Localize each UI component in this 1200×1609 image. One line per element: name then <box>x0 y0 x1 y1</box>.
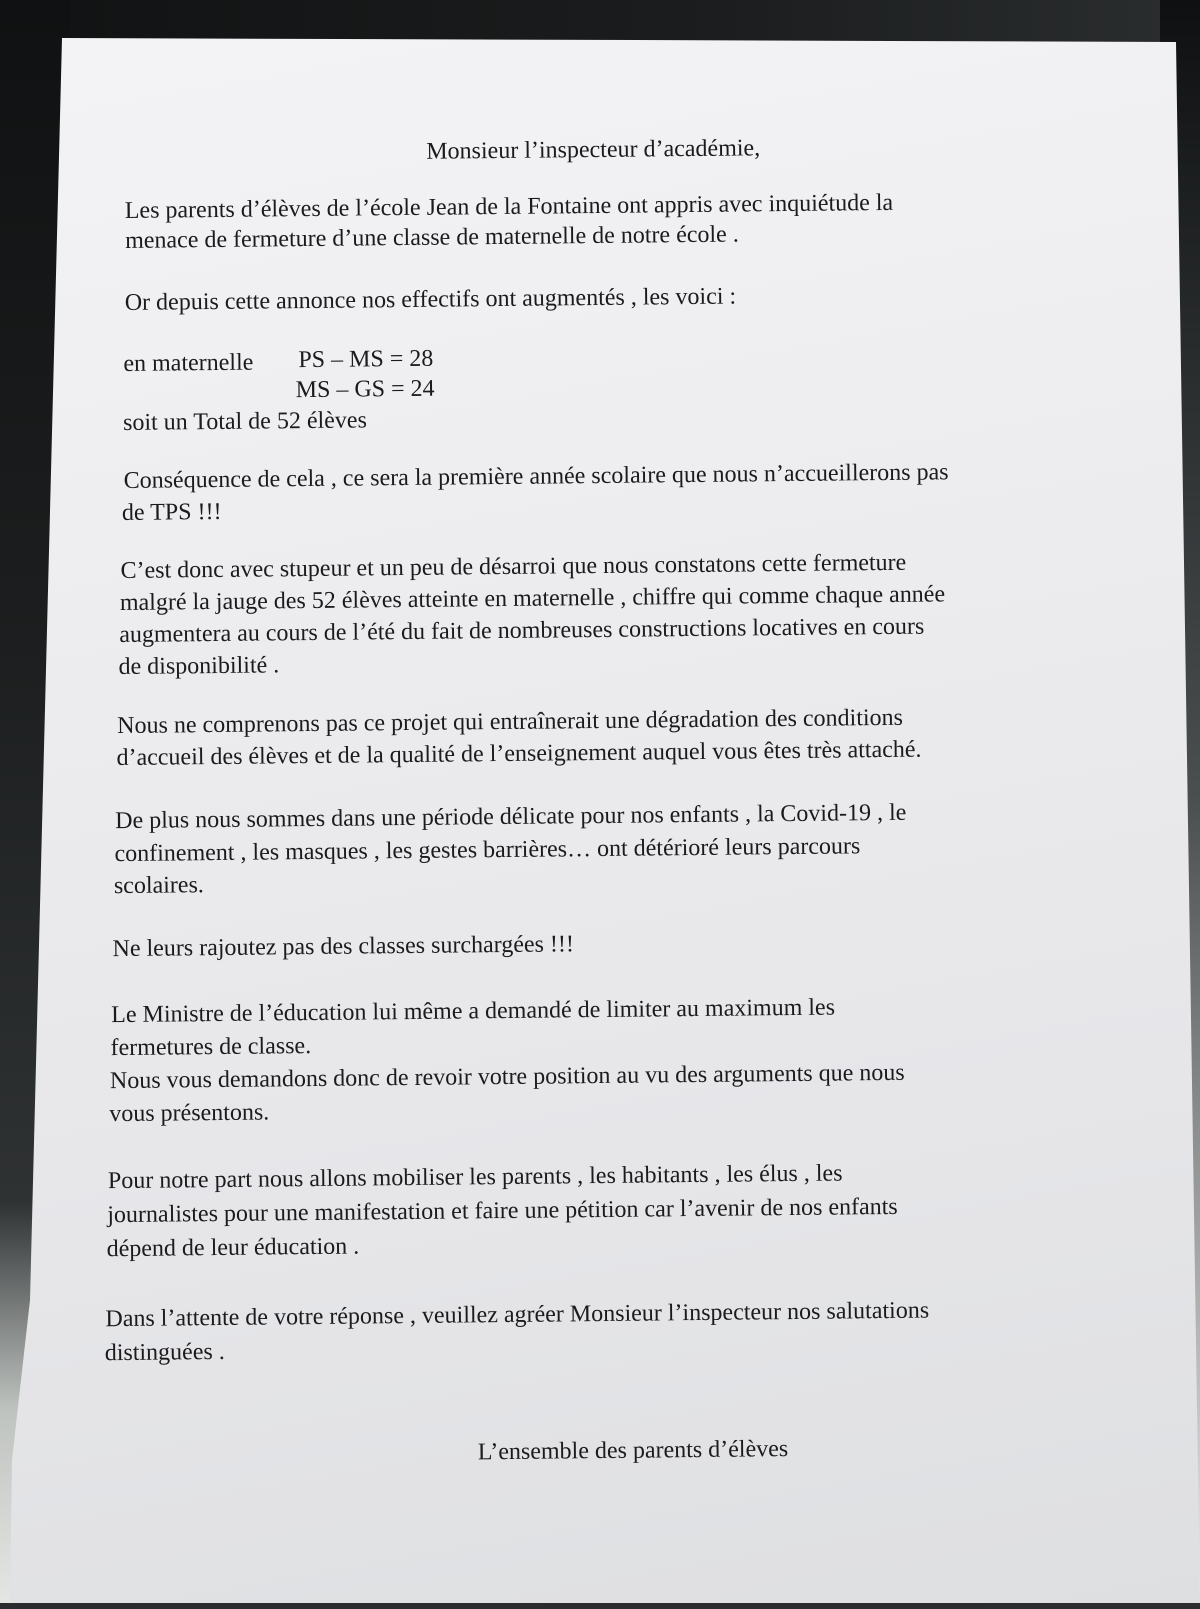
paragraph-9-line-3: dépend de leur éducation . <box>106 1233 360 1263</box>
paragraph-4-line-4: de disponibilité . <box>118 652 280 681</box>
paragraph-6-line-1: De plus nous sommes dans une période délicate pour nos enfants , la Covid-19 , le <box>115 799 907 835</box>
paragraph-3-line-2: de TPS !!! <box>121 498 222 526</box>
paragraph-3-line-1: Conséquence de cela , ce sera la première année scolaire que nous n’accueillerons pas <box>123 459 949 494</box>
enrolment-total: soit un Total de 52 élèves <box>122 407 367 436</box>
enrolment-label: en maternelle <box>123 349 254 377</box>
paragraph-10-line-2: distinguées . <box>104 1338 225 1367</box>
paragraph-2: Or depuis cette annonce nos effectifs ont augmentés , les voici : <box>124 283 737 316</box>
paragraph-6-line-3: scolaires. <box>113 872 204 900</box>
paragraph-5-line-1: Nous ne comprenons pas ce projet qui entraînerait une dégradation des conditions <box>117 704 904 740</box>
enrolment-row-ms-gs: MS – GS = 24 <box>295 375 435 404</box>
paragraph-9-line-1: Pour notre part nous allons mobiliser les parents , les habitants , les élus , les <box>107 1160 843 1195</box>
paragraph-10-line-1: Dans l’attente de votre réponse , veuillez agréer Monsieur l’inspecteur nos salutations <box>105 1297 930 1333</box>
paragraph-6-line-2: confinement , les masques , les gestes barrières… ont détérioré leurs parcours <box>114 833 861 868</box>
paragraph-8-line-4: vous présentons. <box>109 1099 270 1128</box>
paragraph-4-line-2: malgré la jauge des 52 élèves atteinte en maternelle , chiffre qui comme chaque année <box>119 581 946 617</box>
paragraph-8-line-3: Nous vous demandons donc de revoir votre position au vu des arguments que nous <box>109 1059 905 1095</box>
paragraph-4-line-3: augmentera au cours de l’été du fait de nombreuses constructions locatives en cours <box>119 613 925 649</box>
paragraph-8-line-2: fermetures de classe. <box>110 1033 312 1062</box>
paragraph-1-line-2: menace de fermeture d’une classe de maternelle de notre école . <box>124 221 739 254</box>
paragraph-4-line-1: C’est donc avec stupeur et un peu de désarroi que nous constatons cette fermeture <box>120 549 907 585</box>
paragraph-8-line-1: Le Ministre de l’éducation lui même a demandé de limiter au maximum les <box>111 994 836 1029</box>
enrolment-row-ps-ms: PS – MS = 28 <box>298 345 434 374</box>
salutation: Monsieur l’inspecteur d’académie, <box>426 135 761 165</box>
signature: L’ensemble des parents d’élèves <box>477 1436 789 1466</box>
paragraph-7: Ne leurs rajoutez pas des classes surchargées !!! <box>112 931 575 963</box>
paragraph-9-line-2: journalistes pour une manifestation et faire une pétition car l’avenir de nos enfants <box>107 1193 898 1229</box>
paragraph-1-line-1: Les parents d’élèves de l’école Jean de la Fontaine ont appris avec inquiétude la <box>124 189 894 224</box>
paragraph-5-line-2: d’accueil des élèves et de la qualité de l’enseignement auquel vous êtes très attaché. <box>116 736 922 772</box>
